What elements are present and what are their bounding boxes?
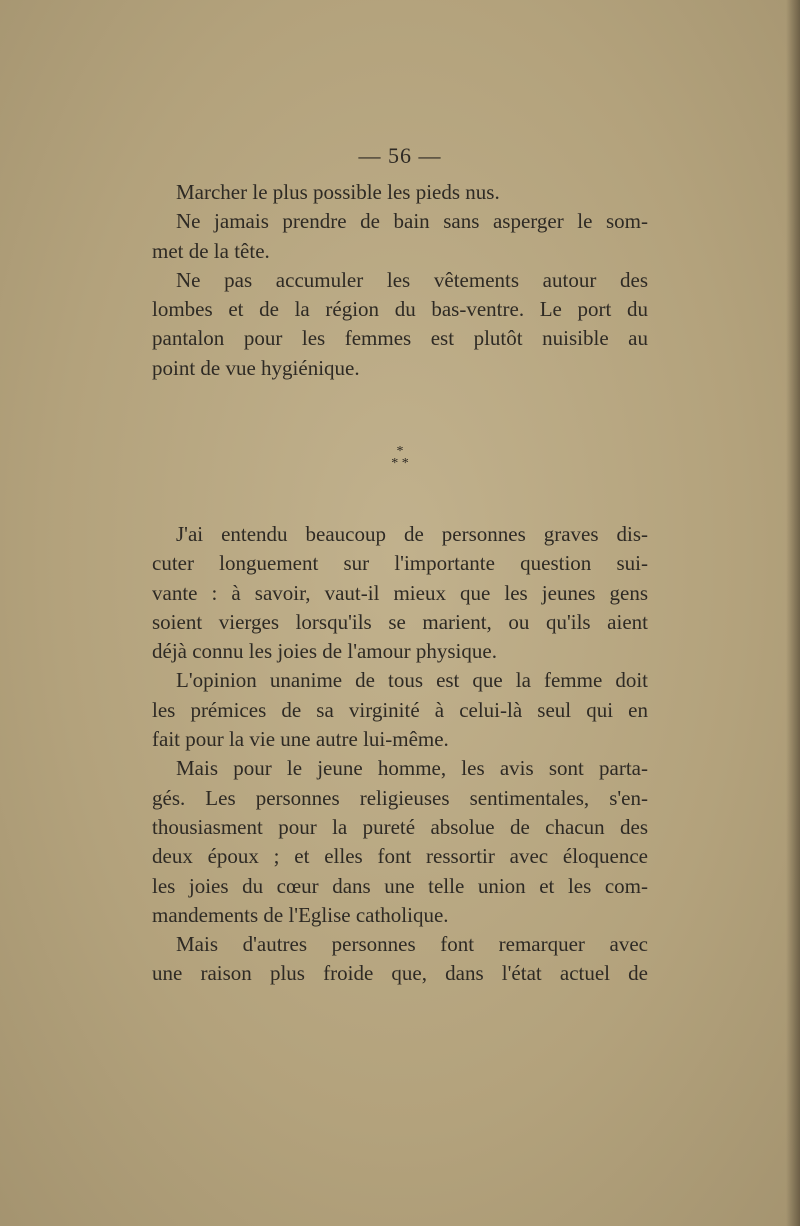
- text-line: cuter longuement sur l'importante question sui-: [152, 551, 648, 576]
- text-line: Ne jamais prendre de bain sans asperger le som-: [176, 209, 648, 234]
- text-line: déjà connu les joies de l'amour physique.: [152, 639, 497, 664]
- text-line: met de la tête.: [152, 238, 270, 263]
- section-separator: [0, 446, 800, 470]
- page-edge-shadow: [786, 0, 800, 1226]
- text-line: gés. Les personnes religieuses sentimentales, s'en-: [152, 785, 648, 810]
- text-line: thousiasment pour la pureté absolue de chacun des: [152, 814, 648, 839]
- text-line: Marcher le plus possible les pieds nus.: [176, 180, 500, 204]
- text-line: vante : à savoir, vaut-il mieux que les jeunes gens: [152, 580, 648, 605]
- text-line: deux époux ; et elles font ressortir avec éloquence: [152, 844, 648, 869]
- text-line: lombes et de la région du bas-ventre. Le port du: [152, 297, 648, 322]
- text-line: pantalon pour les femmes est plutôt nuisible au: [152, 326, 648, 351]
- text-line: Mais d'autres personnes font remarquer avec: [176, 932, 648, 957]
- text-line: Mais pour le jeune homme, les avis sont parta-: [176, 756, 648, 781]
- text-line: Ne pas accumuler les vêtements autour des: [176, 267, 648, 292]
- text-block-top: [152, 178, 648, 383]
- text-line: les joies du cœur dans une telle union et les com-: [152, 873, 648, 898]
- text-line: mandements de l'Eglise catholique.: [152, 902, 449, 927]
- text-line: point de vue hygiénique.: [152, 355, 360, 380]
- text-block-bottom: [152, 520, 648, 989]
- separator-stars-bottom: * *: [391, 456, 409, 471]
- text-line: soient vierges lorsqu'ils se marient, ou qu'ils aient: [152, 609, 648, 634]
- text-line: L'opinion unanime de tous est que la femme doit: [176, 668, 648, 693]
- text-line: une raison plus froide que, dans l'état actuel de: [152, 961, 648, 986]
- separator-star-top: *: [396, 444, 404, 459]
- text-line: fait pour la vie une autre lui-même.: [152, 727, 449, 752]
- text-line: J'ai entendu beaucoup de personnes graves dis-: [176, 522, 648, 546]
- text-line: les prémices de sa virginité à celui-là seul qui en: [152, 697, 648, 722]
- page-number: — 56 —: [358, 143, 442, 168]
